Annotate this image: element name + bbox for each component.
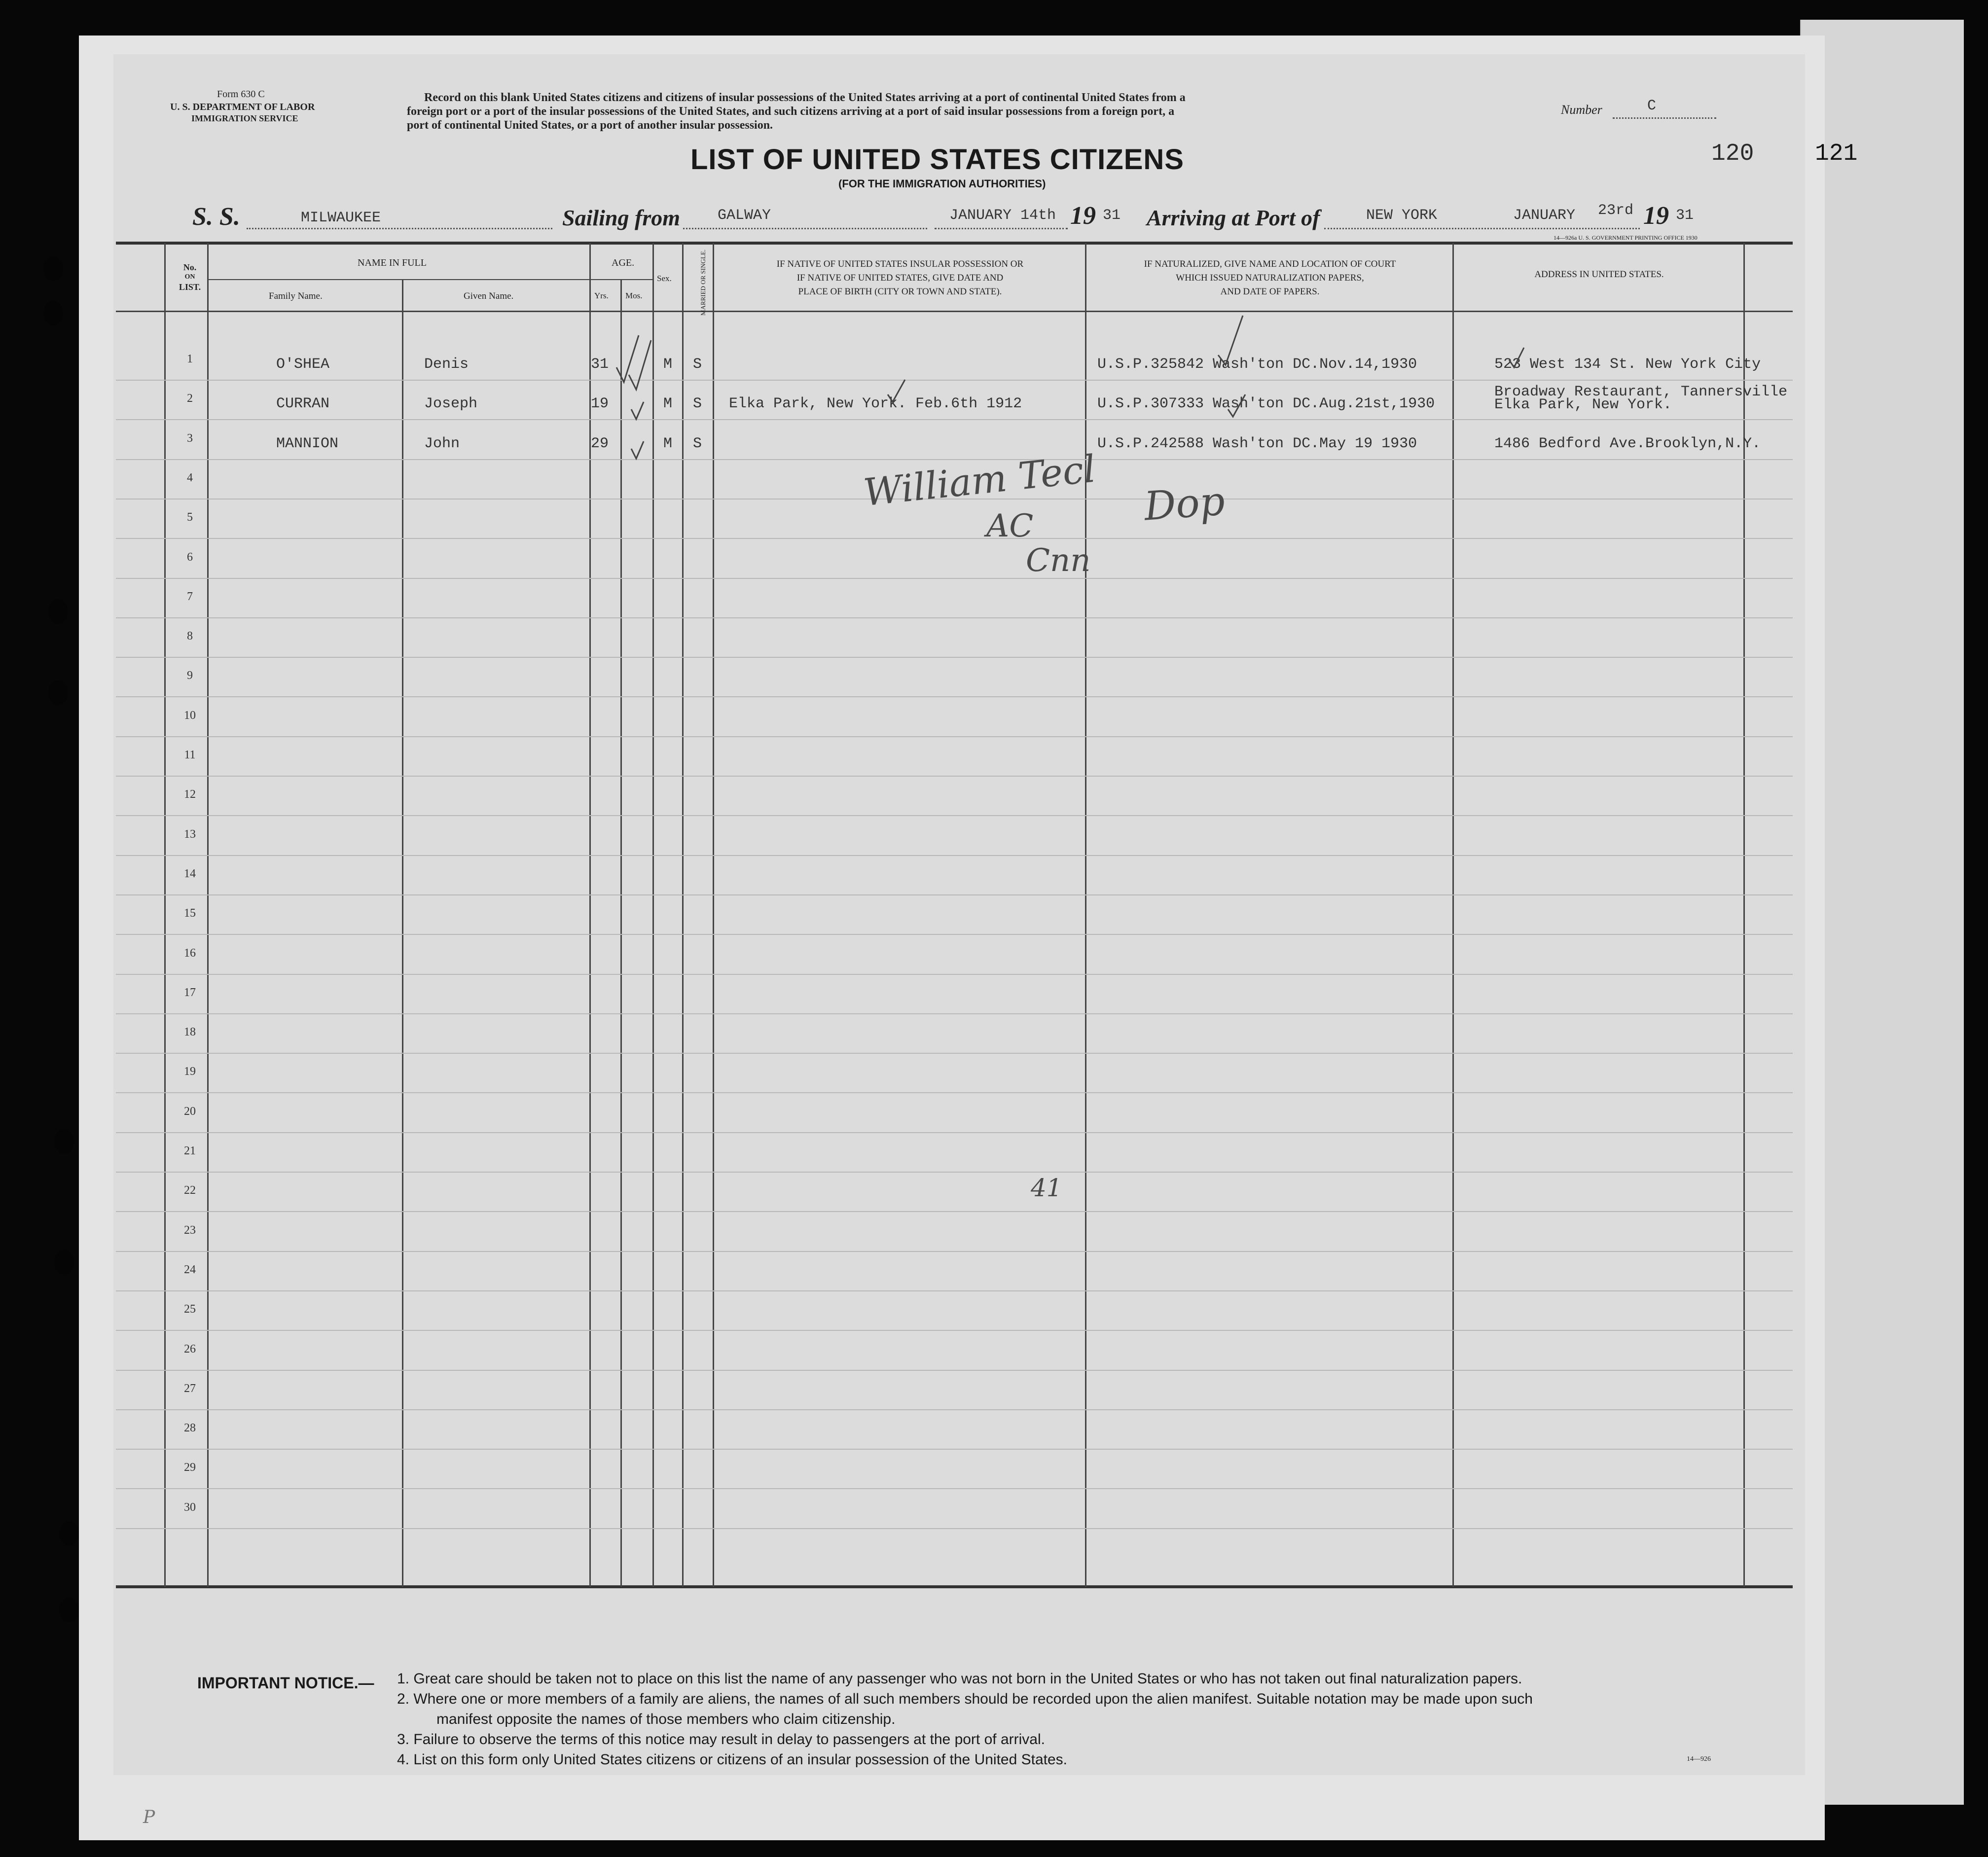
row-rule <box>116 1251 1793 1252</box>
notice-label: IMPORTANT NOTICE.— <box>197 1674 374 1692</box>
depart-year-prefix: 19 <box>1070 202 1096 230</box>
passenger-family-name: MANNION <box>276 435 339 452</box>
name-subheader-rule <box>207 279 589 280</box>
check-mark <box>631 441 644 459</box>
arrive-year: 31 <box>1676 207 1694 224</box>
instruction-line-3: port of continental United States, or a port of another insular possession. <box>407 119 773 132</box>
ship-name: MILWAUKEE <box>301 210 381 226</box>
col-divider <box>402 280 403 1587</box>
passenger-family-name: CURRAN <box>276 395 330 412</box>
row-rule <box>116 1449 1793 1450</box>
check-mark <box>616 335 639 382</box>
row-rule <box>116 1528 1793 1529</box>
sailing-label: Sailing from <box>562 205 681 230</box>
row-number: 6 <box>187 551 193 564</box>
header-yrs: Yrs. <box>594 291 609 300</box>
row-rule <box>116 815 1793 816</box>
arriving-label: Arriving at Port of <box>1147 205 1320 230</box>
row-number: 17 <box>184 986 196 999</box>
row-number: 1 <box>187 353 193 365</box>
row-rule <box>116 578 1793 579</box>
header-given-name: Given Name. <box>464 291 514 301</box>
form-area <box>113 54 1805 1775</box>
row-number: 11 <box>184 749 196 761</box>
row-rule <box>116 1211 1793 1212</box>
header-native-line: IF NATIVE OF UNITED STATES, GIVE DATE AND <box>796 273 1004 283</box>
page-subtitle: (FOR THE IMMIGRATION AUTHORITIES) <box>838 178 1046 190</box>
port-from: GALWAY <box>718 207 771 224</box>
passenger-naturalization: U.S.P.307333 Wash'ton DC.Aug.21st,1930 <box>1097 395 1435 412</box>
passenger-sex: M <box>663 435 673 452</box>
notice-item-2-cont: manifest opposite the names of those members who claim citizenship. <box>436 1711 896 1727</box>
row-number: 27 <box>184 1382 196 1395</box>
check-mark-address <box>1499 340 1549 380</box>
row-number: 10 <box>184 709 196 722</box>
row-number: 7 <box>187 590 193 603</box>
row-rule <box>116 459 1793 460</box>
port-to-line <box>1324 228 1640 229</box>
row-number: 29 <box>184 1461 196 1474</box>
binder-hole <box>59 1521 79 1546</box>
service: IMMIGRATION SERVICE <box>191 113 298 123</box>
notice-item-4: 4. List on this form only United States citizens or citizens of an insular possession of the United States. <box>397 1751 1068 1768</box>
margin-mark: P <box>143 1807 155 1827</box>
port-to: NEW YORK <box>1366 207 1438 224</box>
depart-date: JANUARY 14th <box>949 207 1056 224</box>
inspector-signature: William Tecl <box>861 446 1098 515</box>
col-divider <box>164 243 166 1587</box>
binder-hole <box>54 1250 74 1275</box>
depart-year: 31 <box>1103 207 1121 224</box>
instruction-line-2: foreign port or a port of the insular possessions of the United States, and such citizens arriving at a port of said insular possessions from a foreign port, a <box>407 105 1175 118</box>
department: U. S. DEPARTMENT OF LABOR <box>170 102 315 112</box>
binder-hole <box>43 256 63 281</box>
row-number: 16 <box>184 947 196 960</box>
row-number: 20 <box>184 1105 196 1118</box>
table-top-rule <box>116 242 1793 245</box>
binder-hole <box>59 1598 79 1622</box>
row-rule <box>116 1172 1793 1173</box>
row-rule <box>116 617 1793 618</box>
row-number: 23 <box>184 1224 196 1237</box>
instruction-line-1: Record on this blank United States citizens and citizens of insular possessions of the United States arriving at a port of continental United States from a <box>424 91 1186 104</box>
passenger-sex: M <box>663 356 673 373</box>
row-rule <box>116 1132 1793 1133</box>
passenger-marital-status: S <box>693 435 702 452</box>
row-number: 21 <box>184 1144 196 1157</box>
form-number: Form 630 C <box>217 89 265 100</box>
row-number: 19 <box>184 1065 196 1078</box>
header-no-line: No. <box>183 262 197 272</box>
row-rule <box>116 974 1793 975</box>
number-line <box>1613 117 1716 119</box>
row-rule <box>116 736 1793 737</box>
col-divider <box>620 280 622 1587</box>
check-mark-naturalized <box>1208 311 1307 434</box>
passenger-address: 523 West 134 St. New York City <box>1494 356 1761 373</box>
binder-hole <box>48 599 68 624</box>
row-rule <box>116 1013 1793 1014</box>
header-native <box>715 257 1085 299</box>
passenger-age-years: 19 <box>591 395 609 412</box>
passenger-marital-status: S <box>693 395 702 412</box>
row-rule <box>116 1290 1793 1291</box>
header-naturalized <box>1087 257 1452 299</box>
row-rule <box>116 776 1793 777</box>
col-divider <box>1452 243 1454 1587</box>
passenger-naturalization: U.S.P.325842 Wash'ton DC.Nov.14,1930 <box>1097 356 1417 373</box>
page-number-120: 120 <box>1711 141 1754 167</box>
col-divider <box>207 243 209 1587</box>
row-rule <box>116 696 1793 697</box>
header-married-single: MARRIED OR SINGLE. <box>699 250 707 316</box>
arrive-year-prefix: 19 <box>1643 202 1669 230</box>
header-name-in-full: NAME IN FULL <box>358 257 427 268</box>
col-divider <box>1085 243 1086 1587</box>
passenger-naturalization: U.S.P.242588 Wash'ton DC.May 19 1930 <box>1097 435 1417 452</box>
printer-mark: 14—926a U. S. GOVERNMENT PRINTING OFFICE 1930 <box>1554 234 1698 241</box>
row-number: 30 <box>184 1501 196 1514</box>
passenger-address-line2: Elka Park, New York. <box>1494 396 1672 413</box>
header-native-line: PLACE OF BIRTH (CITY OR TOWN AND STATE). <box>798 286 1002 297</box>
passenger-sex: M <box>663 395 673 412</box>
header-sex: Sex. <box>657 274 672 283</box>
binder-hole <box>48 680 68 705</box>
bottom-form-code: 14—926 <box>1687 1755 1711 1763</box>
row-number: 15 <box>184 907 196 920</box>
page-number-121: 121 <box>1815 141 1858 167</box>
page-title: LIST OF UNITED STATES CITIZENS <box>690 143 1184 176</box>
passenger-address: 1486 Bedford Ave.Brooklyn,N.Y. <box>1494 435 1761 452</box>
notice-item-3: 3. Failure to observe the terms of this notice may result in delay to passengers at the port of arrival. <box>397 1731 1045 1748</box>
handwritten-note-b: Cnn <box>1026 542 1091 579</box>
depart-date-line <box>935 228 1068 229</box>
header-no-line: ON <box>184 273 195 281</box>
notice-item-2: 2. Where one or more members of a family are aliens, the names of all such members should be recorded upon the alien manifest. Suitable notation may be made upon such <box>397 1691 1533 1707</box>
passenger-address: Broadway Restaurant, Tannersville <box>1494 384 1788 400</box>
row-number: 28 <box>184 1422 196 1434</box>
row-number: 4 <box>187 471 193 484</box>
age-subheader-rule <box>589 279 652 280</box>
header-family-name: Family Name. <box>269 291 323 301</box>
binder-hole <box>43 301 63 325</box>
number-value: C <box>1647 98 1657 114</box>
row-rule <box>116 1409 1793 1410</box>
passenger-age-years: 29 <box>591 435 609 452</box>
ship-line <box>247 228 552 229</box>
check-mark <box>629 340 651 390</box>
header-mos: Mos. <box>625 291 643 300</box>
check-mark-birth <box>868 370 967 409</box>
passenger-family-name: O'SHEA <box>276 356 330 373</box>
row-number: 25 <box>184 1303 196 1316</box>
arrive-date-month: JANUARY <box>1513 207 1576 224</box>
row-rule <box>116 1370 1793 1371</box>
row-number: 3 <box>187 432 193 445</box>
check-mark <box>631 402 644 419</box>
header-naturalized-line: WHICH ISSUED NATURALIZATION PAPERS, <box>1176 273 1364 283</box>
row-rule <box>116 419 1793 420</box>
row-number: 18 <box>184 1026 196 1038</box>
row-number: 14 <box>184 867 196 880</box>
number-label: Number <box>1561 103 1602 117</box>
header-naturalized-line: IF NATURALIZED, GIVE NAME AND LOCATION OF COURT <box>1144 259 1396 269</box>
row-rule <box>116 1053 1793 1054</box>
header-naturalized-line: AND DATE OF PAPERS. <box>1220 286 1320 297</box>
passenger-given-name: John <box>424 435 460 452</box>
notice-item-1: 1. Great care should be taken not to place on this list the name of any passenger who was not born in the United States or who has not taken out final naturalization papers. <box>397 1671 1522 1687</box>
header-address: ADDRESS IN UNITED STATES. <box>1534 269 1664 280</box>
check-marks <box>589 316 787 473</box>
passenger-given-name: Joseph <box>424 395 478 412</box>
port-from-line <box>683 228 927 229</box>
stray-number: 41 <box>1031 1174 1062 1202</box>
row-number: 8 <box>187 630 193 643</box>
ss-label: S. S. <box>192 203 240 231</box>
row-rule <box>116 538 1793 539</box>
row-number: 5 <box>187 511 193 524</box>
passenger-given-name: Denis <box>424 356 469 373</box>
table-bottom-rule <box>116 1585 1793 1588</box>
row-rule <box>116 1092 1793 1093</box>
row-number: 26 <box>184 1343 196 1356</box>
handwritten-note-a: AC <box>986 508 1034 544</box>
row-rule <box>116 934 1793 935</box>
header-age: AGE. <box>612 257 635 268</box>
row-rule <box>116 657 1793 658</box>
row-rule <box>116 894 1793 895</box>
header-bottom-rule <box>116 311 1793 312</box>
header-native-line: IF NATIVE OF UNITED STATES INSULAR POSSESSION OR <box>776 259 1024 269</box>
row-number: 24 <box>184 1263 196 1276</box>
passenger-birthplace: Elka Park, New York. Feb.6th 1912 <box>729 395 1022 412</box>
header-no-line: LIST. <box>179 282 201 292</box>
row-number: 12 <box>184 788 196 801</box>
passenger-age-years: 31 <box>591 356 609 373</box>
row-number: 22 <box>184 1184 196 1197</box>
arrive-date-day: 23rd <box>1598 202 1634 219</box>
row-number: 13 <box>184 828 196 841</box>
row-rule <box>116 855 1793 856</box>
row-number: 2 <box>187 392 193 405</box>
passenger-marital-status: S <box>693 356 702 373</box>
header-no-on-list <box>170 262 210 292</box>
row-rule <box>116 1330 1793 1331</box>
row-rule <box>116 1488 1793 1489</box>
handwritten-scrawl: Dop <box>1142 478 1227 530</box>
binder-hole <box>54 1129 74 1154</box>
row-number: 9 <box>187 669 193 682</box>
